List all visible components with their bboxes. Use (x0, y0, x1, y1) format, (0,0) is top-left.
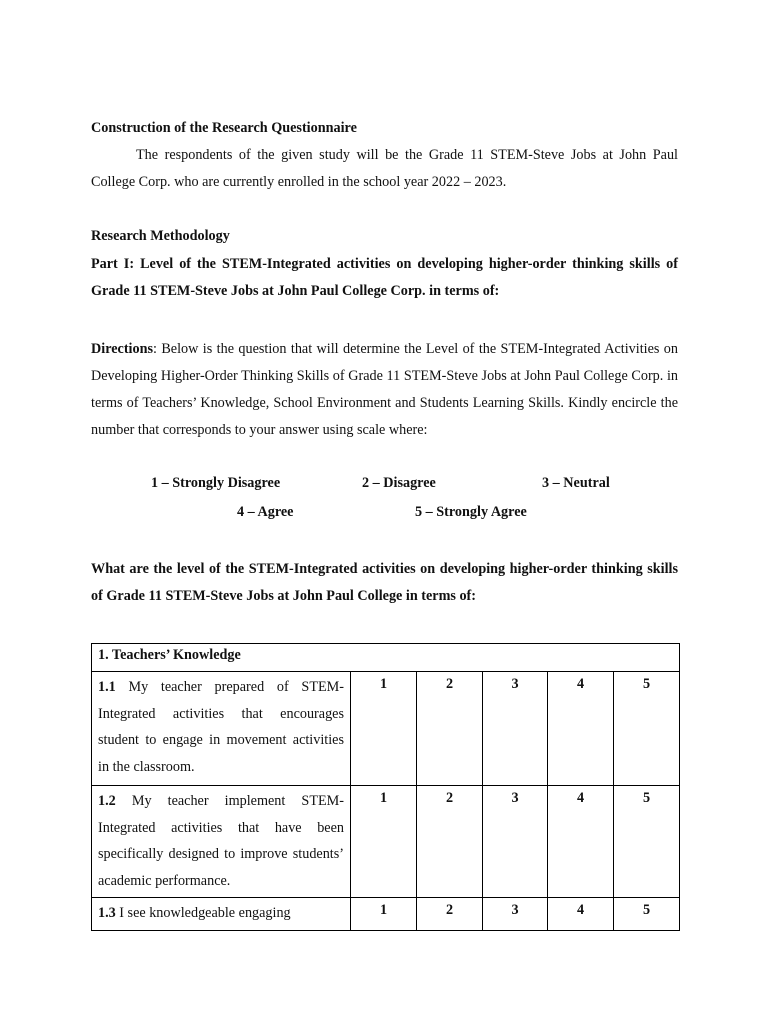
item-text (92, 786, 351, 898)
directions-text: : Below is the question that will determine the Level of the STEM-Integrated Activities on Developing Higher-Order Thinking Skills of Grade 11 STEM-Steve Jobs at John Paul College Corp. in terms of Teachers’ Knowledge, School Environment and Students Learning Skills. Kindly encircle the number that corresponds to your answer using scale where: (91, 341, 678, 438)
table-header-row (92, 644, 680, 672)
rating-option-5[interactable]: 5 (614, 786, 680, 898)
scale-3: 3 – Neutral (542, 475, 610, 491)
item-number: 1.2 (98, 793, 116, 809)
part-title: Part I: Level of the STEM-Integrated activities on developing higher-order thinking skills of Grade 11 STEM-Steve Jobs at John Paul College Corp. in terms of: (91, 256, 678, 299)
scale-5: 5 – Strongly Agree (415, 504, 527, 520)
rating-option-4[interactable]: 4 (548, 898, 614, 931)
scale-1: 1 – Strongly Disagree (151, 475, 281, 491)
item-number: 1.3 (98, 905, 116, 921)
rating-option-5[interactable]: 5 (614, 898, 680, 931)
rating-option-2[interactable]: 2 (417, 786, 483, 898)
item-statement: My teacher prepared of STEM-Integrated activities that encourages student to engage in movement activities in the classroom. (98, 679, 344, 775)
methodology-heading: Research Methodology (91, 228, 230, 244)
rating-option-2[interactable]: 2 (417, 672, 483, 786)
item-statement: My teacher implement STEM-Integrated activities that have been specifically designed to improve students’ academic performance. (98, 793, 344, 889)
rating-option-5[interactable]: 5 (614, 672, 680, 786)
rating-option-1[interactable]: 1 (351, 786, 417, 898)
questionnaire-table (91, 643, 680, 931)
item-text (92, 898, 351, 931)
rating-option-1[interactable]: 1 (351, 672, 417, 786)
intro-paragraph: The respondents of the given study will be the Grade 11 STEM-Steve Jobs at John Paul College Corp. who are currently enrolled in the school year 2022 – 2023. (91, 147, 678, 190)
section-heading: Construction of the Research Questionnaire (91, 120, 357, 136)
table-row (92, 672, 680, 786)
item-number: 1.1 (98, 679, 116, 695)
table-row (92, 898, 680, 931)
table-row (92, 786, 680, 898)
directions-label: Directions (91, 341, 153, 357)
rating-option-4[interactable]: 4 (548, 786, 614, 898)
scale-4: 4 – Agree (237, 504, 294, 520)
directions-paragraph (91, 336, 678, 444)
rating-option-3[interactable]: 3 (483, 786, 548, 898)
rating-option-3[interactable]: 3 (483, 898, 548, 931)
rating-option-1[interactable]: 1 (351, 898, 417, 931)
rating-option-3[interactable]: 3 (483, 672, 548, 786)
table-header: 1. Teachers’ Knowledge (92, 644, 680, 672)
rating-option-2[interactable]: 2 (417, 898, 483, 931)
item-statement: I see knowledgeable engaging (115, 905, 291, 921)
scale-2: 2 – Disagree (362, 475, 436, 491)
question-text: What are the level of the STEM-Integrated activities on developing higher-order thinking skills of Grade 11 STEM-Steve Jobs at John Paul College in terms of: (91, 561, 678, 604)
rating-option-4[interactable]: 4 (548, 672, 614, 786)
item-text (92, 672, 351, 786)
